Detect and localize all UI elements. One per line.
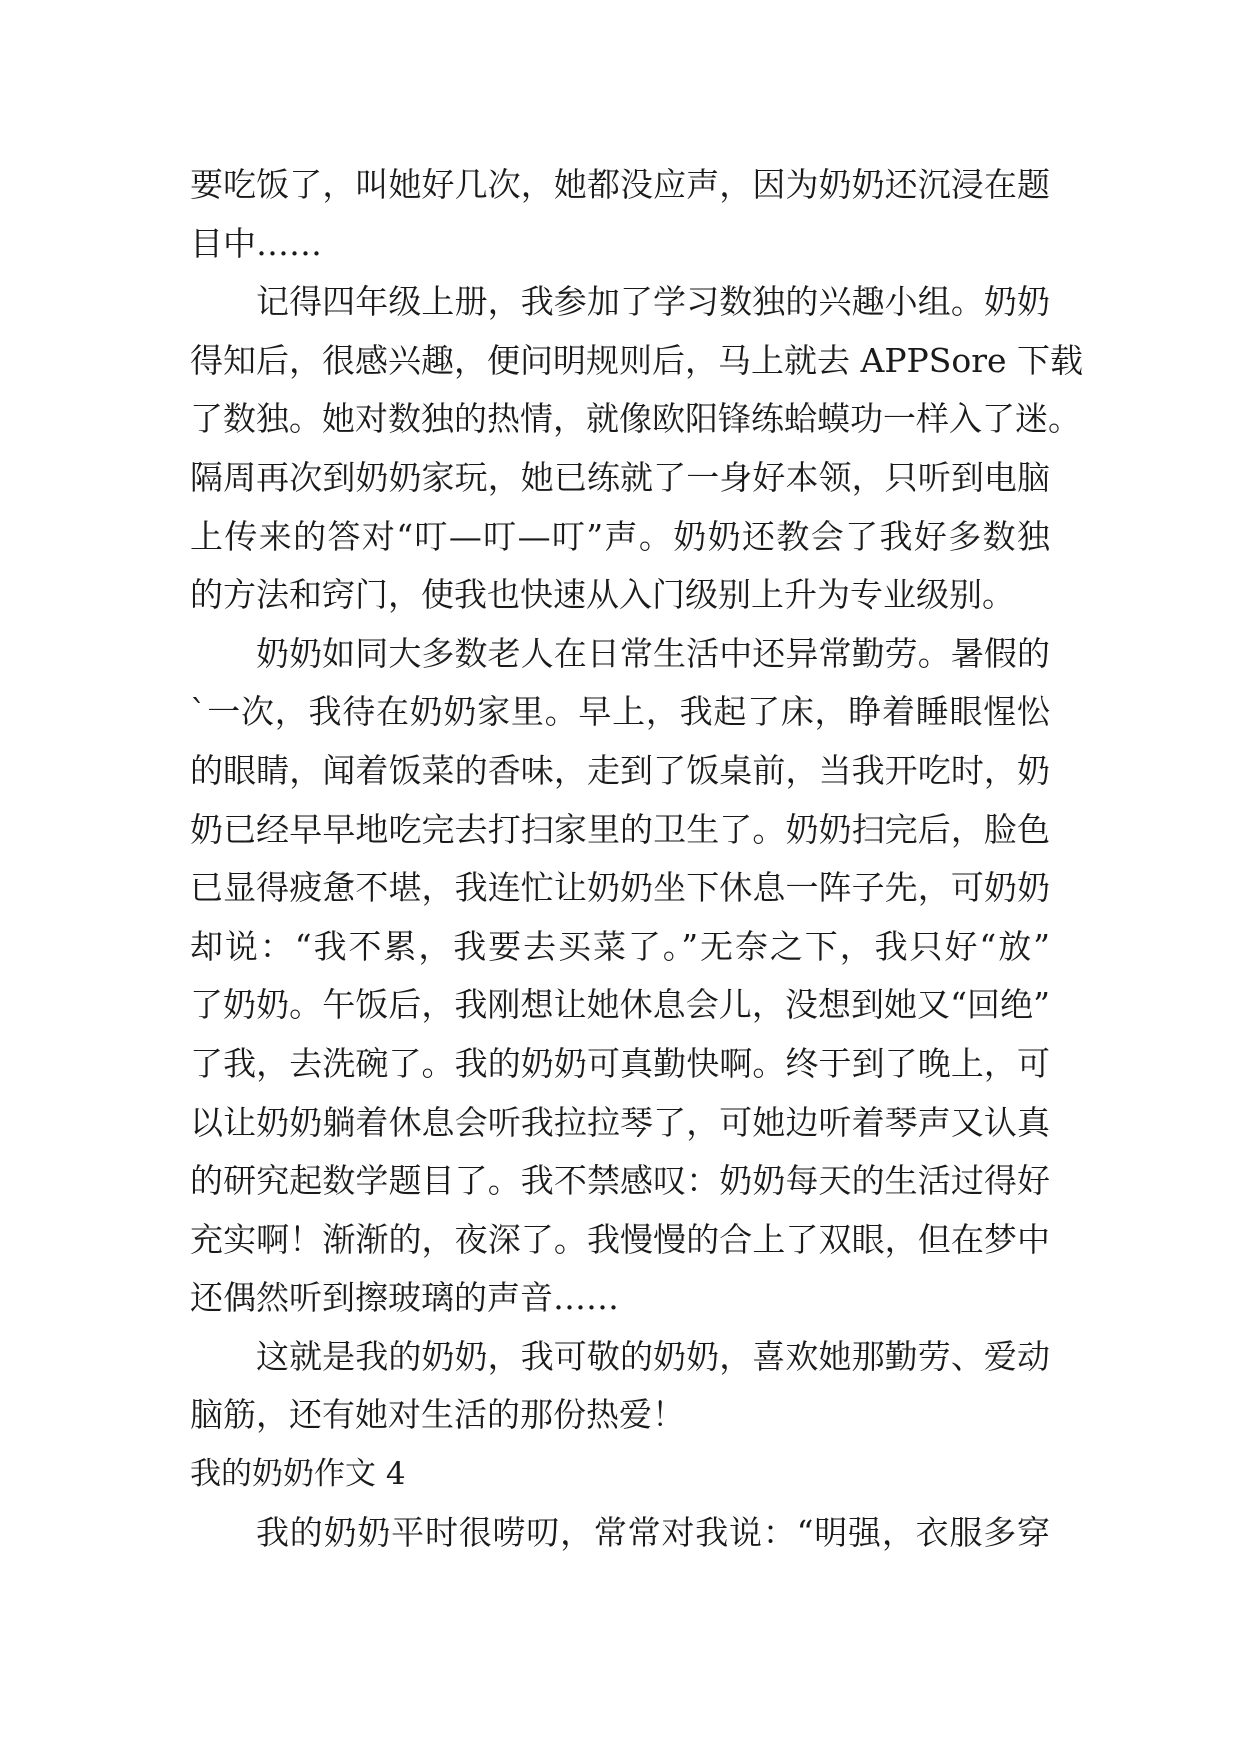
text-line: 隔周再次到奶奶家玩，她已练就了一身好本领，只听到电脑 (190, 457, 1050, 497)
text-line: 充实啊！渐渐的，夜深了。我慢慢的合上了双眼，但在梦中 (190, 1219, 1050, 1259)
text-line: `一次，我待在奶奶家里。早上，我起了床，睁着睡眼惺忪 (190, 692, 1050, 732)
text-line: 目中…… (190, 223, 322, 263)
text-line: 这就是我的奶奶，我可敬的奶奶，喜欢她那勤劳、爱动 (256, 1336, 1050, 1376)
text-line: 了数独。她对数独的热情，就像欧阳锋练蛤蟆功一样入了迷。 (190, 399, 1081, 439)
text-line: 我的奶奶平时很唠叨，常常对我说：“明强，衣服多穿 (256, 1512, 1050, 1552)
text-line: 了我，去洗碗了。我的奶奶可真勤快啊。终于到了晚上，可 (190, 1043, 1050, 1083)
text-line: 得知后，很感兴趣，便问明规则后，马上就去 APPSore 下载 (190, 340, 1083, 380)
text-line: 还偶然听到擦玻璃的声音…… (190, 1278, 619, 1318)
text-line: 了奶奶。午饭后，我刚想让她休息会儿，没想到她又“回绝” (190, 985, 1050, 1025)
text-line: 上传来的答对“叮—叮—叮”声。奶奶还教会了我好多数独 (190, 516, 1050, 556)
text-line: 记得四年级上册，我参加了学习数独的兴趣小组。奶奶 (256, 282, 1050, 322)
text-line: 要吃饭了，叫她好几次，她都没应声，因为奶奶还沉浸在题 (190, 165, 1050, 204)
text-line: 已显得疲惫不堪，我连忙让奶奶坐下休息一阵子先，可奶奶 (190, 868, 1050, 908)
text-line: 奶奶如同大多数老人在日常生活中还异常勤劳。暑假的 (256, 633, 1050, 673)
essay-body (190, 156, 1083, 1562)
text-line: 以让奶奶躺着休息会听我拉拉琴了，可她边听着琴声又认真 (190, 1102, 1050, 1142)
text-line: 脑筋，还有她对生活的那份热爱！ (190, 1395, 685, 1435)
text-line: 却说：“我不累，我要去买菜了。”无奈之下，我只好“放” (190, 926, 1050, 966)
text-line: 奶已经早早地吃完去打扫家里的卫生了。奶奶扫完后，脸色 (190, 809, 1050, 849)
text-line: 的方法和窍门，使我也快速从入门级别上升为专业级别。 (190, 575, 1015, 615)
text-line: 的研究起数学题目了。我不禁感叹：奶奶每天的生活过得好 (190, 1161, 1050, 1201)
text-line: 的眼睛，闻着饭菜的香味，走到了饭桌前，当我开吃时，奶 (190, 750, 1050, 790)
section-heading: 我的奶奶作文 4 (190, 1456, 406, 1493)
